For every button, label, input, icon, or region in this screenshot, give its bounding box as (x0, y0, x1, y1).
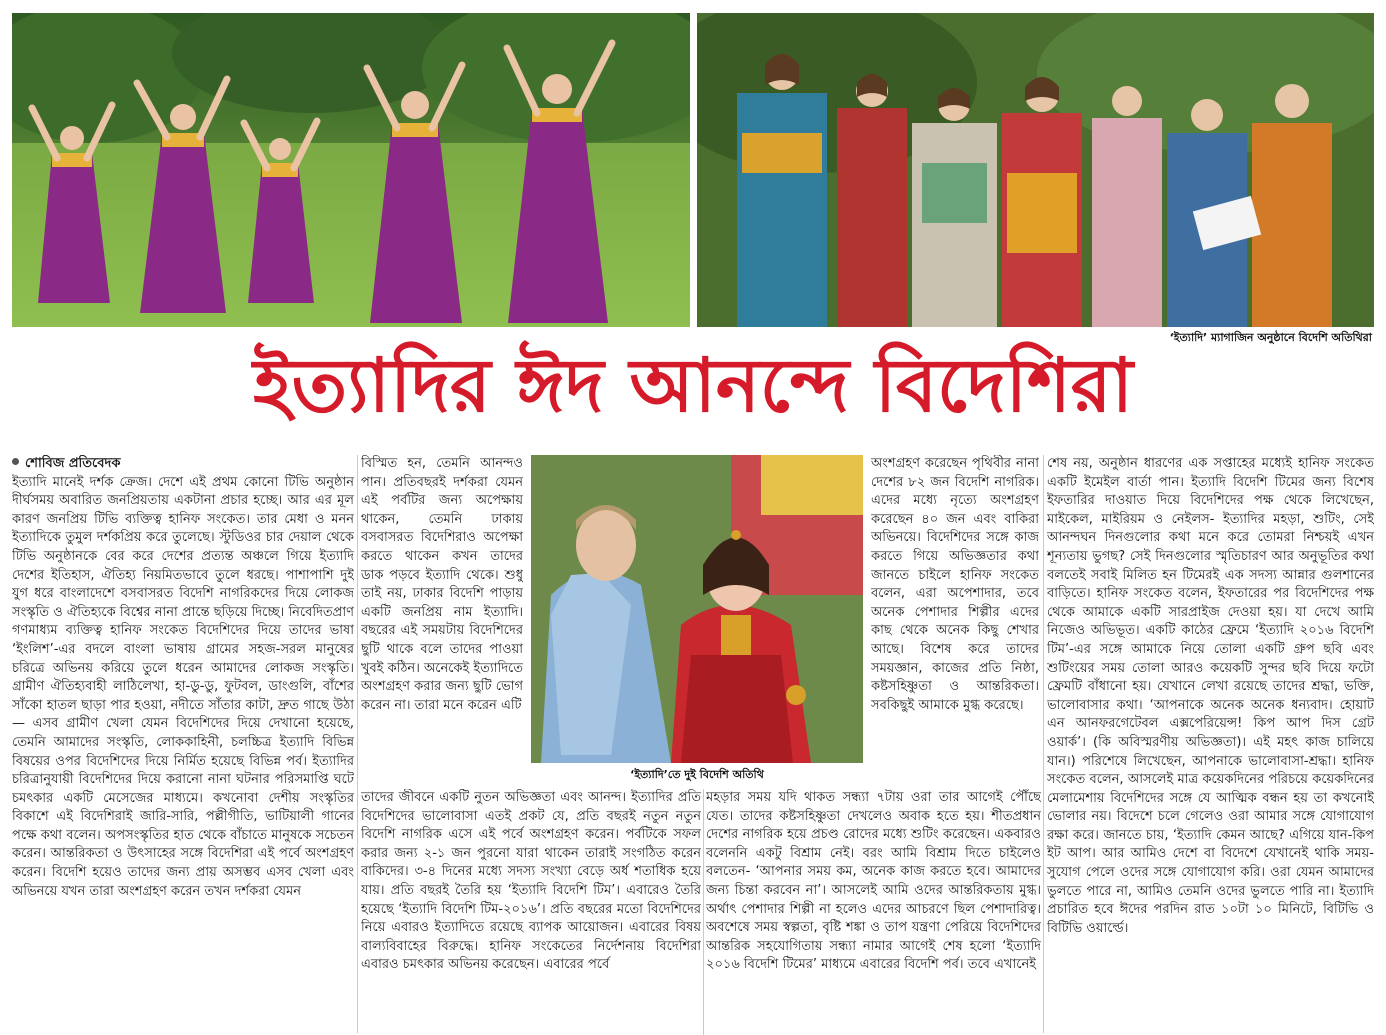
dancers-photo (12, 13, 690, 327)
article-column-1 (12, 455, 354, 1033)
inline-photo-caption: ‘ইত্যাদি’তে দুই বিদেশি অতিথি (630, 768, 764, 781)
column-divider (1043, 455, 1044, 1033)
guests-photo (697, 13, 1374, 327)
article-column-3-lower (706, 789, 1041, 1035)
column-1-text: ইত্যাদি মানেই দর্শক ক্রেজ। দেশে এই প্রথম কোনো টিভি অনুষ্ঠান দীর্ঘসময় অবারিত জনপ্রিয়তায় একটানা প্রচার হচ্ছে। আর এর মূল কারণ জনপ্রিয় টিভি ব্যক্তিত্ব হানিফ সংকেত। তার মেধা ও মনন ইত্যাদিকে তুমুল দর্শকপ্রিয় করে তুলেছে। স্টুডিওর চার দেয়াল থেকে টিভি অনুষ্ঠানকে বের করে দেশের প্রত্যন্ত অঞ্চলে গিয়ে ইত্যাদি দেশের ইতিহাস, ঐতিহ্য নিয়মিতভাবে তুলে ধরছে। পাশাপাশি দুই যুগ ধরে বাংলাদেশে বসবাসরত বিদেশি নাগরিকদের দিয়ে লোকজ সংস্কৃতি ও ঐতিহ্যকে বিশ্বের নানা প্রান্তে ছড়িয়ে দিচ্ছে। নিবেদিতপ্রাণ গণমাধ্যম ব্যক্তিত্ব হানিফ সংকেত বিদেশিদের দিয়ে তাদের ভাষা ‘ইংলিশ’-এর বদলে বাংলা ভাষায় গ্রামের সহজ-সরল মানুষের চরিত্রে অভিনয় করিয়ে তুলে ধরেন আমাদের লোকজ সংস্কৃতি। গ্রামীণ ঐতিহ্যবাহী লাঠিলেখা, হা-ডু-ডু, ফুটবল, ডাংগুলি, বাঁশের সাঁকো হাতল ছাড়া পার হওয়া, নদীতে সাঁতার কাটা, দ্রুত গাছে উঠা— এসব গ্রামীণ খেলা যেমন বিদেশিদের দিয়ে দেখানো হয়েছে, তেমনি আমাদের সংস্কৃতি, লোককাহিনী, চলচ্চিত্র ইত্যাদি বিভিন্ন বিষয়ের ওপর বিদেশিদের দিয়ে নির্মিত হয়েছে বিভিন্ন পর্ব। ইত্যাদির চরিত্রানুযায়ী বিদেশিদের দিয়ে করানো নানা ঘটনার পরিসমাপ্তি ঘটে চমৎকার একটি মেসেজের মাধ্যমে। কখনোবা দেশীয় সংস্কৃতির বিকাশে এই বিদেশিরাই জারি-সারি, পল্লীগীতি, ভাটিয়ালী গানের পক্ষে কথা বলেন। অপসংস্কৃতির হাত থেকে বাঁচাতে মানুষকে সচেতন করেন। আন্তরিকতা ও উৎসাহের সঙ্গে বিদেশিরা এই পর্বে অংশগ্রহণ করেন। বিদেশি হয়েও তাদের জন্য প্রায় অসম্ভব এসব খেলা এবং অভিনয়ে যখন তারা অংশগ্রহণ করেন তখন দর্শকরা যেমন (12, 474, 354, 899)
headline: ইত্যাদির ঈদ আনন্দে বিদেশিরা (253, 343, 1133, 429)
article-column-3-upper (871, 455, 1039, 787)
article-column-4 (1047, 455, 1374, 1033)
column-4-text: শেষ নয়, অনুষ্ঠান ধারণের এক সপ্তাহের মধ্যেই হানিফ সংকেত একটি ইমেইল বার্তা পান। ইত্যাদি বিদেশি টিমের জন্য বিশেষ ইফতারির দাওয়াত দিয়ে বিদেশিদের পক্ষ থেকে লিখেছেন, মাইকেল, মাইরিয়ম ও নেইলস- ইত্যাদির মহড়া, শুটিং, সেই আনন্দঘন দিনগুলোর কথা মনে করে তোমরা নিশ্চয়ই এখন শূন্যতায় ভুগছ? সেই দিনগুলোর স্মৃতিচারণ আর অনুভূতির কথা বলতেই সবাই মিলিত হন টিমেরই এক সদস্য আন্নার গুলশানের বাড়িতে। হানিফ সংকেত বলেন, ইফতারের পর বিদেশিদের পক্ষ থেকে আমাকে একটি সারপ্রাইজ দেওয়া হয়। যা দেখে আমি নিজেও অভিভূত। একটি কাঠের ফ্রেমে ‘ইত্যাদি ২০১৬ বিদেশি টিম’-এর সঙ্গে আমাকে নিয়ে তোলা একটি গ্রুপ ছবি এবং শুটিংয়ের সময় তোলা আরও কয়েকটি সুন্দর ছবি দিয়ে ফটো ফ্রেমটি বাঁধানো হয়। যেখানে লেখা রয়েছে তাদের শ্রদ্ধা, ভক্তি, ভালোবাসার কথা। ‘আপনাকে অনেক অনেক ধন্যবাদ। হোয়াট এন আনফরগেটেবল এক্সপেরিয়েন্স! কিপ আপ দিস গ্রেট ওয়ার্ক’। (কি অবিস্মরণীয় অভিজ্ঞতা)। এই মহৎ কাজ চালিয়ে যান।) পরিশেষে লিখেছেন, আপনাকে ভালোবাসা-শ্রদ্ধা। হানিফ সংকেত বলেন, আসলেই মাত্র কয়েকদিনের পরিচয়ে কয়েকদিনের মেলামেশায় বিদেশিদের সঙ্গে যে আত্মিক বন্ধন হয় তা কখনোই ভোলার নয়। বিদেশে চলে গেলেও ওরা আমার সঙ্গে যোগাযোগ রক্ষা করে। জানতে চায়, ‘ইত্যাদি কেমন আছে? এগিয়ে যান-কিপ ইট আপ। আর আমিও দেশে বা বিদেশে যেখানেই থাকি সময়-সুযোগ পেলে ওদের সঙ্গে যোগাযোগ করি। ওরা যেমন আমাদের ভুলতে পারে না, আমিও তেমনি ওদের ভুলতে পারি না। ইত্যাদি প্রচারিত হবে ঈদের পরদিন রাত ১০টা ১০ মিনিটে, বিটিভি ও বিটিভি ওয়ার্ল্ডে। (1047, 456, 1374, 936)
article-column-2-upper (361, 455, 523, 787)
column-divider (703, 789, 704, 1035)
article-column-2-lower (361, 789, 701, 1035)
top-photo-caption: ‘ইত্যাদি’ ম্যাগাজিন অনুষ্ঠানে বিদেশি অতিথিরা (1169, 331, 1372, 344)
column-3-upper-text: অংশগ্রহণ করেছেন পৃথিবীর নানা দেশের ৮২ জন বিদেশি নাগরিক। এদের মধ্যে নৃত্যে অংশগ্রহণ করেছেন ৪০ জন এবং বাকিরা অভিনয়ে। বিদেশিদের সঙ্গে কাজ করতে গিয়ে অভিজ্ঞতার কথা জানতে চাইলে হানিফ সংকেত বলেন, এরা অপেশাদার, তবে অনেক পেশাদার শিল্পীর এদের কাছ থেকে অনেক কিছু শেখার আছে। বিশেষ করে তাদের সময়জ্ঞান, কাজের প্রতি নিষ্ঠা, কষ্টসহিষ্ণুতা ও আন্তরিকতা। সবকিছুই আমাকে মুগ্ধ করেছে। (871, 456, 1039, 713)
column-3-lower-text: মহড়ার সময় যদি থাকত সন্ধ্যা ৭টায় ওরা তার আগেই পৌঁছে যেত। তাদের কষ্টসহিষ্ণুতা দেখলেও অবাক হতে হয়। শীতপ্রধান দেশের নাগরিক হয়ে প্রচণ্ড রোদের মধ্যে শুটিং করেছেন। একবারও বলেননি একটু বিশ্রাম নেই। বরং আমি বিশ্রাম দিতে চাইলেও বলতেন- ‘আপনার সময় কম, অনেক কাজ করতে হবে। আমাদের জন্য চিন্তা করবেন না’। আসলেই আমি ওদের আন্তরিকতায় মুগ্ধ। অর্থাৎ পেশাদার শিল্পী না হলেও এদের আচরণে ছিল পেশাদারিত্ব। অবশেষে সময় স্বল্পতা, বৃষ্টি শঙ্কা ও তাপ যন্ত্রণা পেরিয়ে বিদেশিদের আন্তরিক সহযোগিতায় সন্ধ্যা নামার আগেই শেষ হলো ‘ইত্যাদি ২০১৬ বিদেশি টিমের’ মাধ্যমে এবারের বিদেশি পর্ব। তবে এখানেই (706, 790, 1041, 973)
byline: শোবিজ প্রতিবেদক (25, 456, 121, 471)
two-guests-photo (531, 455, 863, 763)
column-2-lower-text: তাদের জীবনে একটি নুতন অভিজ্ঞতা এবং আনন্দ। ইত্যাদির প্রতি বিদেশিদের ভালোবাসা এতই প্রকট যে, প্রতি বছরই নতুন নতুন বিদেশি নাগরিক এসে এই পর্বে অংশগ্রহণ করেন। পর্বটিকে সফল করার জন্য ২-১ জন পুরনো যারা থাকেন তারাই সংগঠিত করেন বাকিদের। ৩-৪ দিনের মধ্যে সদস্য সংখ্যা বেড়ে অর্ধ শতাধিক হয়ে যায়। প্রতি বছরই তৈরি হয় ‘ইত্যাদি বিদেশি টিম’। এবারেও তৈরি হয়েছে ‘ইত্যাদি বিদেশি টিম-২০১৬’। প্রতি বছরের মতো বিদেশিদের নিয়ে এবারও ইত্যাদিতে রয়েছে ব্যাপক আয়োজন। এবারের বিষয় বাল্যবিবাহের বিরুদ্ধে। হানিফ সংকেতের নির্দেশনায় বিদেশিরা এবারও চমৎকার অভিনয় করেছেন। এবারের পর্বে (361, 790, 701, 973)
column-divider (357, 455, 358, 1033)
bullet-icon (12, 458, 19, 465)
column-2-upper-text: বিস্মিত হন, তেমনি আনন্দও পান। প্রতিবছরই দর্শকরা যেমন এই পর্বটির জন্য অপেক্ষায় থাকেন, তেমনি ঢাকায় বসবাসরত বিদেশিরাও অপেক্ষা করতে থাকেন কখন তাদের ডাক পড়বে ইত্যাদি থেকে। শুধু তাই নয়, ঢাকার বিদেশি পাড়ায় একটি জনপ্রিয় নাম ইত্যাদি। বছরের এই সময়টায় বিদেশিদের ছুটি থাকে বলে তাদের পাওয়া খুবই কঠিন। অনেকেই ইত্যাদিতে অংশগ্রহণ করার জন্য ছুটি ভোগ করেন না। তারা মনে করেন এটি (361, 456, 523, 713)
